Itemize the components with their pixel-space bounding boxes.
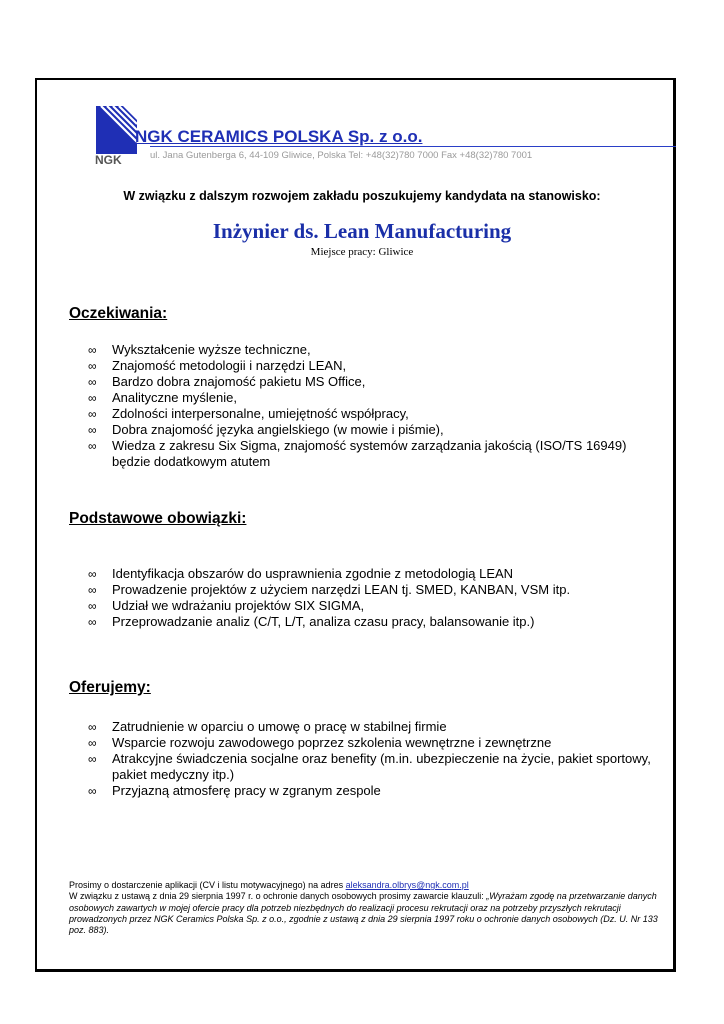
consent-clause: „Wyrażam zgodę na przetwarzanie danych osobowych zawartych w mojej ofercie pracy dla potrzeb niezbędnych do realizacji procesu rekrutacji oraz na potrzeby przyszłych rekrutacji prowadzonych przez NGK Ceramics Polska Sp. z o.o., zgodnie z ustawą z dnia 29 sierpnia 1997 roku o ochronie danych osobowych (Dz. U. Nr 133 poz. 883). — [69, 891, 658, 936]
list-item: ∞ Zatrudnienie w oparciu o umowę o pracę w stabilnej firmie — [88, 719, 447, 734]
ngk-logo-icon — [93, 104, 137, 166]
list-item: ∞ Udział we wdrażaniu projektów SIX SIGMA, — [88, 598, 365, 613]
contact-email-link[interactable]: aleksandra.olbrys@ngk.com.pl — [345, 880, 469, 890]
list-item: ∞ Wiedza z zakresu Six Sigma, znajomość systemów zarządzania jakością (ISO/TS 16949) będzie dodatkowym atutem — [88, 438, 627, 469]
offer-list — [88, 719, 658, 799]
list-item: ∞ Bardzo dobra znajomość pakietu MS Office, — [88, 374, 366, 389]
bullet-icon: ∞ — [88, 343, 97, 357]
bullet-icon: ∞ — [88, 567, 97, 581]
bullet-icon: ∞ — [88, 407, 97, 421]
logo-text: NGK — [95, 153, 122, 166]
bullet-icon: ∞ — [88, 423, 97, 437]
work-location: Miejsce pracy: Gliwice — [310, 246, 414, 258]
list-item: ∞ Dobra znajomość języka angielskiego (w mowie i piśmie), — [88, 422, 444, 437]
duties-list — [88, 566, 658, 630]
bullet-icon: ∞ — [88, 391, 97, 405]
list-item: ∞ Atrakcyjne świadczenia socjalne oraz benefity (m.in. ubezpieczenie na życie, pakiet sportowy, pakiet medyczny itp.) — [88, 751, 651, 782]
list-item: ∞ Przyjazną atmosferę pracy w zgranym zespole — [88, 783, 381, 798]
list-item: ∞ Znajomość metodologii i narzędzi LEAN, — [88, 358, 347, 373]
intro-text: W związku z dalszym rozwojem zakładu poszukujemy kandydata na stanowisko: — [123, 189, 601, 203]
section-title-expectations: Oczekiwania: — [69, 305, 168, 322]
bullet-icon: ∞ — [88, 599, 97, 613]
apply-text: Prosimy o dostarczenie aplikacji (CV i listu motywacyjnego) na adres — [69, 880, 346, 890]
bullet-icon: ∞ — [88, 375, 97, 389]
list-item: ∞ Wsparcie rozwoju zawodowego poprzez szkolenia wewnętrzne i zewnętrzne — [88, 735, 552, 750]
footer-note — [69, 880, 659, 936]
section-title-offer: Oferujemy: — [69, 679, 151, 696]
section-title-duties: Podstawowe obowiązki: — [69, 510, 247, 527]
company-address: ul. Jana Gutenberga 6, 44-109 Gliwice, Polska Tel: +48(32)780 7000 Fax +48(32)780 7001 — [150, 150, 533, 161]
law-text: W związku z ustawą z dnia 29 sierpnia 1997 r. o ochronie danych osobowych prosimy zawarcie klauzuli: — [69, 891, 487, 902]
company-name: NGK CERAMICS POLSKA Sp. z o.o. — [135, 127, 423, 146]
bullet-icon: ∞ — [88, 736, 97, 750]
expectations-list — [88, 342, 658, 470]
list-item: ∞ Analityczne myślenie, — [88, 390, 237, 405]
header-divider — [150, 146, 676, 147]
bullet-icon: ∞ — [88, 615, 97, 629]
bullet-icon: ∞ — [88, 359, 97, 373]
bullet-icon: ∞ — [88, 752, 97, 766]
list-item: ∞ Prowadzenie projektów z użyciem narzędzi LEAN tj. SMED, KANBAN, VSM itp. — [88, 582, 571, 597]
position-title: Inżynier ds. Lean Manufacturing — [212, 219, 512, 243]
bullet-icon: ∞ — [88, 720, 97, 734]
bullet-icon: ∞ — [88, 439, 97, 453]
list-item: ∞ Zdolności interpersonalne, umiejętność współpracy, — [88, 406, 409, 421]
list-item: ∞ Wykształcenie wyższe techniczne, — [88, 342, 311, 357]
bullet-icon: ∞ — [88, 583, 97, 597]
list-item: ∞ Identyfikacja obszarów do usprawnienia zgodnie z metodologią LEAN — [88, 566, 514, 581]
list-item: ∞ Przeprowadzanie analiz (C/T, L/T, analiza czasu pracy, balansowanie itp.) — [88, 614, 535, 629]
bullet-icon: ∞ — [88, 784, 97, 798]
